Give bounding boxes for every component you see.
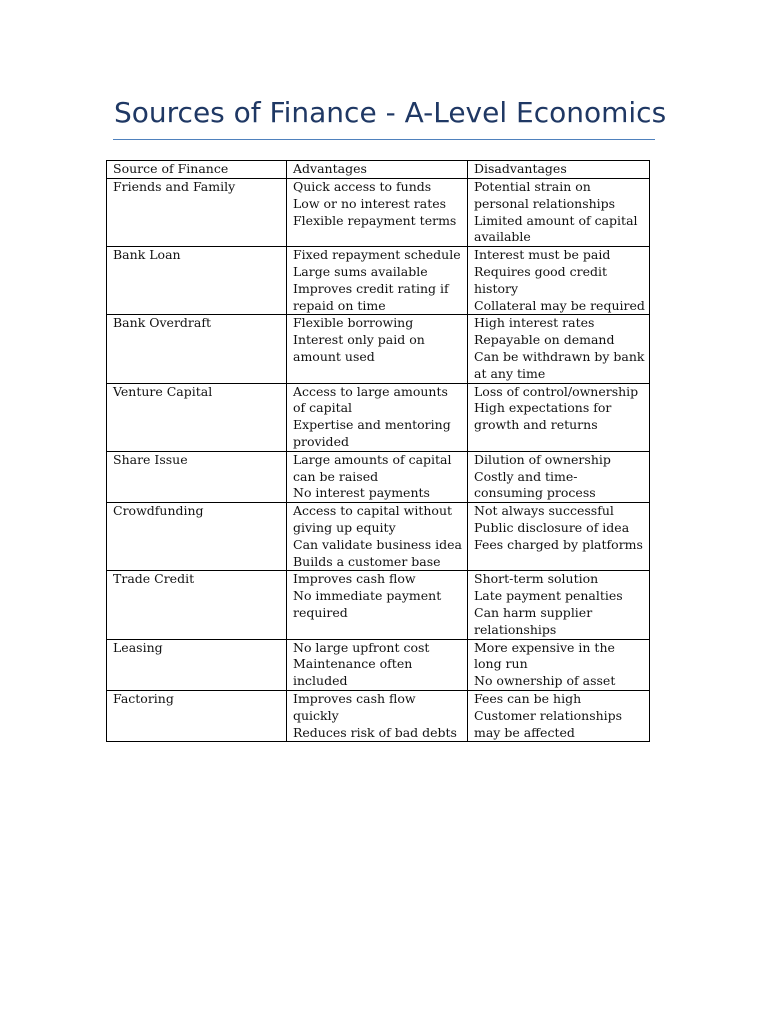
disadvantages-cell [468, 383, 650, 451]
disadvantage-item: Can harm supplier relationships [474, 604, 593, 637]
disadvantages-cell [468, 179, 650, 247]
advantages-cell [287, 179, 468, 247]
disadvantage-item: Not always successful [474, 503, 614, 519]
header-advantages: Advantages [287, 161, 468, 179]
advantage-item: Interest only paid on amount used [293, 332, 425, 364]
disadvantage-item: Limited amount of capital available [474, 212, 638, 245]
source-cell: Bank Loan [107, 247, 287, 315]
advantage-item: Expertise and mentoring provided [293, 417, 451, 449]
disadvantages-cell [468, 639, 650, 690]
advantages-cell [287, 571, 468, 639]
source-cell: Crowdfunding [107, 503, 287, 571]
disadvantages-cell [468, 503, 650, 571]
advantage-item: Reduces risk of bad debts [293, 724, 457, 740]
disadvantage-item: High interest rates [474, 315, 595, 331]
advantage-item: Flexible repayment terms [293, 212, 457, 228]
disadvantage-item: Requires good credit history [474, 263, 608, 296]
disadvantage-item: Interest must be paid [474, 247, 611, 263]
source-cell: Friends and Family [107, 179, 287, 247]
advantage-item: Improves cash flow quickly [293, 690, 416, 723]
source-cell: Factoring [107, 690, 287, 741]
source-cell: Leasing [107, 639, 287, 690]
advantage-item: Low or no interest rates [293, 195, 447, 211]
advantage-item: Builds a customer base [293, 553, 441, 569]
disadvantage-item: Repayable on demand [474, 332, 615, 348]
advantage-item: Flexible borrowing [293, 315, 414, 331]
disadvantage-item: Late payment penalties [474, 588, 623, 604]
table-row [107, 451, 650, 502]
table-row [107, 690, 650, 741]
disadvantage-item: High expectations for growth and returns [474, 400, 612, 433]
disadvantages-cell [468, 451, 650, 502]
table-row [107, 639, 650, 690]
advantage-item: Large amounts of capital can be raised [293, 451, 452, 484]
source-cell: Share Issue [107, 451, 287, 502]
advantage-item: Large sums available [293, 263, 428, 279]
disadvantage-item: Collateral may be required [474, 297, 645, 313]
table-row [107, 503, 650, 571]
advantages-cell [287, 639, 468, 690]
source-cell: Trade Credit [107, 571, 287, 639]
disadvantages-cell [468, 690, 650, 741]
advantages-cell [287, 315, 468, 383]
advantage-item: Fixed repayment schedule [293, 247, 461, 263]
disadvantage-item: Short-term solution [474, 571, 599, 587]
source-cell: Venture Capital [107, 383, 287, 451]
advantage-item: Quick access to funds [293, 179, 432, 194]
advantages-cell [287, 383, 468, 451]
table-row [107, 571, 650, 639]
table-row [107, 383, 650, 451]
advantage-item: Can validate business idea [293, 536, 462, 552]
table-row [107, 315, 650, 383]
advantage-item: Access to large amounts of capital [293, 383, 448, 416]
disadvantage-item: Customer relationships may be affected [474, 707, 623, 740]
advantages-cell [287, 503, 468, 571]
advantages-cell [287, 690, 468, 741]
disadvantage-item: Costly and time-consuming process [474, 468, 596, 501]
disadvantage-item: More expensive in the long run [474, 639, 615, 672]
advantage-item: Maintenance often included [293, 656, 413, 689]
document-title: Sources of Finance - A-Level Economics [114, 96, 667, 129]
source-cell: Bank Overdraft [107, 315, 287, 383]
advantage-item: Access to capital without giving up equity [293, 503, 453, 535]
table-row [107, 247, 650, 315]
disadvantages-cell [468, 247, 650, 315]
advantage-item: No large upfront cost [293, 639, 430, 655]
disadvantage-item: Public disclosure of idea [474, 519, 630, 535]
disadvantage-item: Can be withdrawn by bank at any time [474, 348, 645, 381]
sources-of-finance-table [106, 160, 650, 742]
advantage-item: Improves credit rating if repaid on time [293, 280, 449, 313]
advantage-item: Improves cash flow [293, 571, 416, 587]
disadvantage-item: Dilution of ownership [474, 451, 611, 467]
disadvantage-item: No ownership of asset [474, 673, 616, 689]
disadvantages-cell [468, 571, 650, 639]
disadvantage-item: Fees charged by platforms [474, 536, 643, 552]
disadvantage-item: Fees can be high [474, 690, 582, 706]
disadvantage-item: Loss of control/ownership [474, 383, 639, 399]
table-row [107, 179, 650, 247]
table-header-row [107, 161, 650, 179]
disadvantages-cell [468, 315, 650, 383]
title-underline [113, 139, 655, 140]
header-disadvantages: Disadvantages [468, 161, 650, 179]
advantage-item: No immediate payment required [293, 588, 442, 620]
advantages-cell [287, 451, 468, 502]
advantages-cell [287, 247, 468, 315]
disadvantage-item: Potential strain on personal relationships [474, 179, 616, 211]
advantage-item: No interest payments [293, 485, 430, 501]
header-source: Source of Finance [107, 161, 287, 179]
